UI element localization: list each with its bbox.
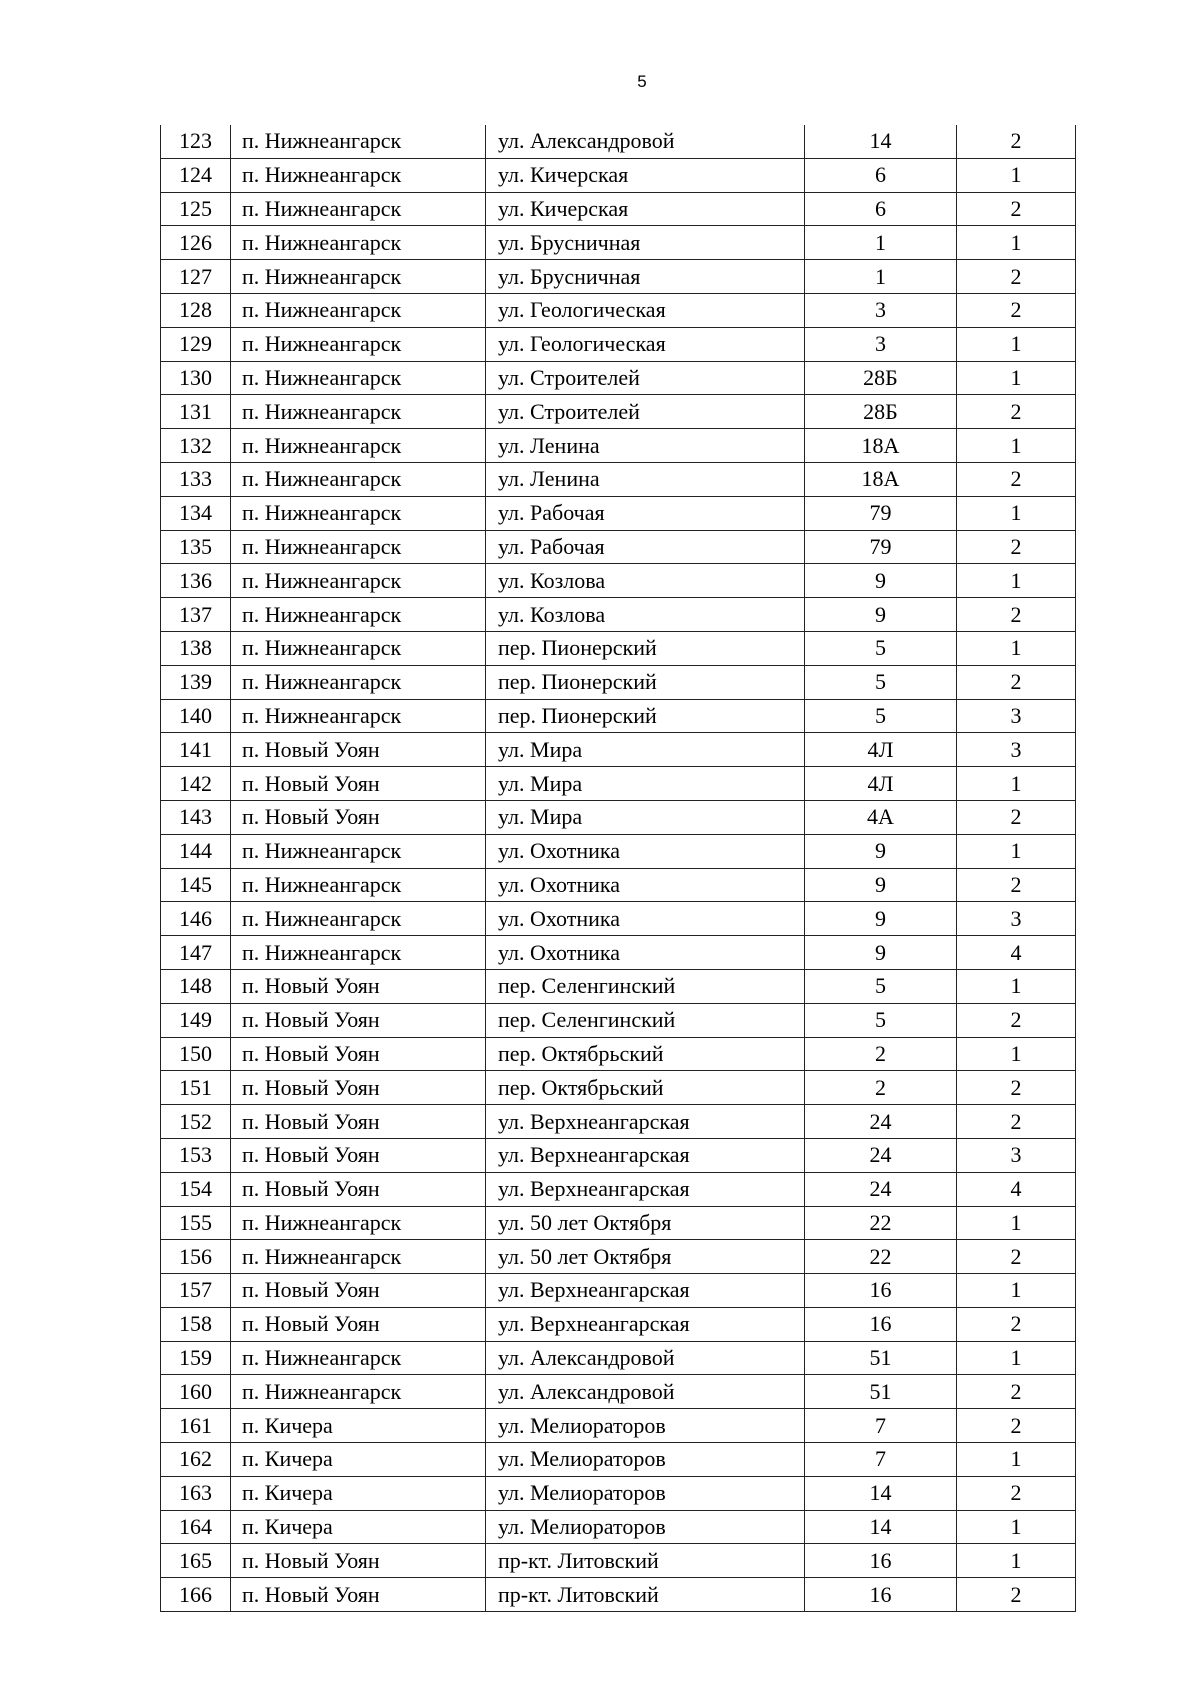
table-row <box>161 1206 1076 1240</box>
cell-value: 1 <box>957 158 1076 192</box>
table-row <box>161 327 1076 361</box>
cell-locality: п. Нижнеангарск <box>231 327 486 361</box>
cell-street: пер. Селенгинский <box>486 1003 805 1037</box>
table-row <box>161 260 1076 294</box>
table-row <box>161 1544 1076 1578</box>
cell-locality: п. Нижнеангарск <box>231 1341 486 1375</box>
cell-house: 6 <box>805 192 957 226</box>
cell-locality: п. Нижнеангарск <box>231 125 486 158</box>
cell-street: ул. Охотника <box>486 902 805 936</box>
cell-locality: п. Новый Уоян <box>231 1138 486 1172</box>
cell-house: 5 <box>805 631 957 665</box>
cell-value: 2 <box>957 800 1076 834</box>
cell-number: 151 <box>161 1071 231 1105</box>
cell-number: 159 <box>161 1341 231 1375</box>
cell-locality: п. Нижнеангарск <box>231 598 486 632</box>
cell-street: ул. Александровой <box>486 1341 805 1375</box>
cell-locality: п. Нижнеангарск <box>231 868 486 902</box>
cell-street: ул. 50 лет Октября <box>486 1240 805 1274</box>
cell-number: 124 <box>161 158 231 192</box>
cell-house: 1 <box>805 226 957 260</box>
cell-locality: п. Кичера <box>231 1443 486 1477</box>
cell-value: 2 <box>957 868 1076 902</box>
table-row <box>161 1409 1076 1443</box>
table-row <box>161 1105 1076 1139</box>
address-table <box>160 125 1076 1612</box>
cell-locality: п. Новый Уоян <box>231 1578 486 1612</box>
cell-house: 51 <box>805 1375 957 1409</box>
cell-house: 2 <box>805 1071 957 1105</box>
cell-value: 2 <box>957 1071 1076 1105</box>
cell-house: 7 <box>805 1409 957 1443</box>
table-row <box>161 293 1076 327</box>
table-row <box>161 1476 1076 1510</box>
cell-value: 1 <box>957 767 1076 801</box>
cell-value: 2 <box>957 260 1076 294</box>
cell-house: 79 <box>805 496 957 530</box>
cell-number: 125 <box>161 192 231 226</box>
cell-house: 9 <box>805 834 957 868</box>
cell-street: пер. Пионерский <box>486 665 805 699</box>
cell-street: ул. Верхнеангарская <box>486 1105 805 1139</box>
cell-house: 22 <box>805 1206 957 1240</box>
cell-locality: п. Нижнеангарск <box>231 293 486 327</box>
cell-street: ул. Кичерская <box>486 158 805 192</box>
cell-locality: п. Новый Уоян <box>231 1105 486 1139</box>
cell-number: 130 <box>161 361 231 395</box>
cell-locality: п. Нижнеангарск <box>231 226 486 260</box>
cell-street: ул. Александровой <box>486 1375 805 1409</box>
cell-value: 2 <box>957 395 1076 429</box>
cell-street: ул. Рабочая <box>486 496 805 530</box>
cell-value: 2 <box>957 462 1076 496</box>
cell-house: 24 <box>805 1172 957 1206</box>
table-row <box>161 1071 1076 1105</box>
table-row <box>161 1341 1076 1375</box>
cell-street: ул. 50 лет Октября <box>486 1206 805 1240</box>
table-row <box>161 1037 1076 1071</box>
cell-house: 28Б <box>805 361 957 395</box>
cell-locality: п. Нижнеангарск <box>231 1206 486 1240</box>
cell-value: 3 <box>957 1138 1076 1172</box>
cell-street: ул. Мира <box>486 800 805 834</box>
cell-locality: п. Кичера <box>231 1510 486 1544</box>
cell-locality: п. Нижнеангарск <box>231 192 486 226</box>
table-row <box>161 564 1076 598</box>
cell-house: 4Л <box>805 733 957 767</box>
cell-locality: п. Нижнеангарск <box>231 834 486 868</box>
cell-street: ул. Мира <box>486 733 805 767</box>
cell-number: 148 <box>161 969 231 1003</box>
cell-house: 9 <box>805 936 957 970</box>
table-row <box>161 1510 1076 1544</box>
table-row <box>161 598 1076 632</box>
cell-number: 135 <box>161 530 231 564</box>
cell-house: 3 <box>805 293 957 327</box>
cell-number: 162 <box>161 1443 231 1477</box>
table-row <box>161 800 1076 834</box>
cell-street: ул. Рабочая <box>486 530 805 564</box>
cell-street: ул. Кичерская <box>486 192 805 226</box>
cell-house: 16 <box>805 1544 957 1578</box>
cell-number: 160 <box>161 1375 231 1409</box>
cell-house: 9 <box>805 598 957 632</box>
table-row <box>161 158 1076 192</box>
cell-house: 14 <box>805 1476 957 1510</box>
table-row <box>161 834 1076 868</box>
cell-street: пер. Пионерский <box>486 699 805 733</box>
table-row <box>161 733 1076 767</box>
cell-locality: п. Новый Уоян <box>231 1274 486 1308</box>
table-row <box>161 969 1076 1003</box>
cell-value: 1 <box>957 1341 1076 1375</box>
cell-number: 145 <box>161 868 231 902</box>
table-row <box>161 192 1076 226</box>
cell-value: 3 <box>957 902 1076 936</box>
cell-number: 155 <box>161 1206 231 1240</box>
cell-value: 1 <box>957 1443 1076 1477</box>
cell-number: 149 <box>161 1003 231 1037</box>
table-row <box>161 1443 1076 1477</box>
cell-locality: п. Нижнеангарск <box>231 1375 486 1409</box>
cell-number: 137 <box>161 598 231 632</box>
cell-number: 146 <box>161 902 231 936</box>
cell-value: 2 <box>957 598 1076 632</box>
cell-street: пер. Октябрьский <box>486 1071 805 1105</box>
cell-locality: п. Нижнеангарск <box>231 1240 486 1274</box>
page-number: 5 <box>637 72 647 91</box>
table-row <box>161 1003 1076 1037</box>
cell-house: 5 <box>805 699 957 733</box>
cell-house: 5 <box>805 969 957 1003</box>
cell-locality: п. Новый Уоян <box>231 1307 486 1341</box>
cell-number: 161 <box>161 1409 231 1443</box>
cell-house: 9 <box>805 902 957 936</box>
cell-house: 5 <box>805 665 957 699</box>
cell-street: ул. Мелиораторов <box>486 1443 805 1477</box>
cell-house: 5 <box>805 1003 957 1037</box>
table-row <box>161 1375 1076 1409</box>
cell-number: 138 <box>161 631 231 665</box>
cell-number: 158 <box>161 1307 231 1341</box>
cell-value: 2 <box>957 1409 1076 1443</box>
cell-value: 2 <box>957 192 1076 226</box>
cell-value: 1 <box>957 361 1076 395</box>
cell-locality: п. Новый Уоян <box>231 969 486 1003</box>
cell-value: 2 <box>957 1375 1076 1409</box>
cell-number: 156 <box>161 1240 231 1274</box>
cell-street: ул. Строителей <box>486 361 805 395</box>
cell-locality: п. Нижнеангарск <box>231 462 486 496</box>
table-row <box>161 902 1076 936</box>
cell-value: 2 <box>957 665 1076 699</box>
cell-street: ул. Геологическая <box>486 327 805 361</box>
table-row <box>161 1240 1076 1274</box>
cell-number: 163 <box>161 1476 231 1510</box>
cell-value: 1 <box>957 631 1076 665</box>
cell-street: ул. Александровой <box>486 125 805 158</box>
cell-number: 123 <box>161 125 231 158</box>
cell-value: 1 <box>957 834 1076 868</box>
cell-street: ул. Охотника <box>486 936 805 970</box>
cell-locality: п. Кичера <box>231 1476 486 1510</box>
cell-locality: п. Нижнеангарск <box>231 395 486 429</box>
cell-value: 1 <box>957 226 1076 260</box>
table-row <box>161 226 1076 260</box>
table-row <box>161 1307 1076 1341</box>
cell-number: 165 <box>161 1544 231 1578</box>
cell-street: ул. Брусничная <box>486 260 805 294</box>
cell-house: 18А <box>805 462 957 496</box>
cell-house: 9 <box>805 564 957 598</box>
cell-house: 22 <box>805 1240 957 1274</box>
cell-value: 1 <box>957 429 1076 463</box>
cell-value: 2 <box>957 1003 1076 1037</box>
table-row <box>161 1138 1076 1172</box>
cell-house: 16 <box>805 1307 957 1341</box>
cell-locality: п. Нижнеангарск <box>231 158 486 192</box>
cell-value: 4 <box>957 936 1076 970</box>
cell-house: 16 <box>805 1578 957 1612</box>
table-row <box>161 125 1076 158</box>
cell-house: 18А <box>805 429 957 463</box>
cell-house: 2 <box>805 1037 957 1071</box>
cell-street: ул. Охотника <box>486 868 805 902</box>
cell-locality: п. Нижнеангарск <box>231 564 486 598</box>
cell-number: 164 <box>161 1510 231 1544</box>
table-row <box>161 699 1076 733</box>
cell-value: 1 <box>957 969 1076 1003</box>
cell-house: 14 <box>805 125 957 158</box>
cell-value: 4 <box>957 1172 1076 1206</box>
cell-number: 157 <box>161 1274 231 1308</box>
cell-street: ул. Верхнеангарская <box>486 1172 805 1206</box>
cell-number: 166 <box>161 1578 231 1612</box>
cell-locality: п. Нижнеангарск <box>231 699 486 733</box>
cell-house: 28Б <box>805 395 957 429</box>
cell-street: ул. Мелиораторов <box>486 1409 805 1443</box>
cell-locality: п. Новый Уоян <box>231 800 486 834</box>
cell-value: 2 <box>957 1240 1076 1274</box>
cell-house: 51 <box>805 1341 957 1375</box>
cell-street: ул. Верхнеангарская <box>486 1307 805 1341</box>
table-row <box>161 361 1076 395</box>
cell-number: 126 <box>161 226 231 260</box>
cell-street: ул. Мира <box>486 767 805 801</box>
table-row <box>161 631 1076 665</box>
cell-number: 132 <box>161 429 231 463</box>
table-body <box>161 125 1076 1612</box>
cell-value: 1 <box>957 564 1076 598</box>
cell-value: 1 <box>957 1510 1076 1544</box>
table-row <box>161 429 1076 463</box>
cell-locality: п. Нижнеангарск <box>231 902 486 936</box>
cell-value: 3 <box>957 733 1076 767</box>
cell-number: 154 <box>161 1172 231 1206</box>
cell-number: 134 <box>161 496 231 530</box>
cell-street: ул. Брусничная <box>486 226 805 260</box>
cell-house: 9 <box>805 868 957 902</box>
table-row <box>161 936 1076 970</box>
cell-house: 79 <box>805 530 957 564</box>
cell-street: ул. Козлова <box>486 564 805 598</box>
cell-house: 7 <box>805 1443 957 1477</box>
cell-house: 1 <box>805 260 957 294</box>
cell-number: 153 <box>161 1138 231 1172</box>
cell-locality: п. Новый Уоян <box>231 1037 486 1071</box>
cell-locality: п. Новый Уоян <box>231 1003 486 1037</box>
cell-number: 136 <box>161 564 231 598</box>
cell-street: ул. Верхнеангарская <box>486 1138 805 1172</box>
cell-value: 2 <box>957 1578 1076 1612</box>
cell-street: пр-кт. Литовский <box>486 1544 805 1578</box>
cell-value: 1 <box>957 1544 1076 1578</box>
cell-value: 2 <box>957 530 1076 564</box>
cell-number: 139 <box>161 665 231 699</box>
cell-value: 1 <box>957 327 1076 361</box>
cell-street: пер. Селенгинский <box>486 969 805 1003</box>
cell-house: 14 <box>805 1510 957 1544</box>
table-row <box>161 767 1076 801</box>
table-row <box>161 462 1076 496</box>
cell-locality: п. Нижнеангарск <box>231 530 486 564</box>
cell-number: 150 <box>161 1037 231 1071</box>
cell-locality: п. Нижнеангарск <box>231 260 486 294</box>
cell-street: ул. Мелиораторов <box>486 1476 805 1510</box>
table-row <box>161 868 1076 902</box>
cell-locality: п. Новый Уоян <box>231 1172 486 1206</box>
cell-value: 1 <box>957 1274 1076 1308</box>
cell-value: 3 <box>957 699 1076 733</box>
cell-street: ул. Ленина <box>486 429 805 463</box>
cell-number: 129 <box>161 327 231 361</box>
cell-number: 131 <box>161 395 231 429</box>
cell-number: 140 <box>161 699 231 733</box>
cell-locality: п. Кичера <box>231 1409 486 1443</box>
cell-number: 133 <box>161 462 231 496</box>
cell-street: ул. Охотника <box>486 834 805 868</box>
cell-number: 142 <box>161 767 231 801</box>
cell-street: пр-кт. Литовский <box>486 1578 805 1612</box>
cell-street: пер. Пионерский <box>486 631 805 665</box>
cell-number: 152 <box>161 1105 231 1139</box>
cell-value: 2 <box>957 1105 1076 1139</box>
cell-locality: п. Новый Уоян <box>231 1544 486 1578</box>
table-row <box>161 1274 1076 1308</box>
table-row <box>161 1172 1076 1206</box>
cell-value: 1 <box>957 496 1076 530</box>
cell-value: 1 <box>957 1206 1076 1240</box>
cell-locality: п. Нижнеангарск <box>231 936 486 970</box>
table-row <box>161 530 1076 564</box>
cell-locality: п. Новый Уоян <box>231 733 486 767</box>
cell-number: 127 <box>161 260 231 294</box>
table-row <box>161 1578 1076 1612</box>
cell-value: 2 <box>957 1476 1076 1510</box>
cell-street: ул. Козлова <box>486 598 805 632</box>
cell-house: 24 <box>805 1105 957 1139</box>
cell-number: 128 <box>161 293 231 327</box>
cell-house: 4Л <box>805 767 957 801</box>
cell-locality: п. Нижнеангарск <box>231 665 486 699</box>
cell-street: ул. Верхнеангарская <box>486 1274 805 1308</box>
cell-value: 2 <box>957 293 1076 327</box>
cell-locality: п. Новый Уоян <box>231 767 486 801</box>
cell-locality: п. Нижнеангарск <box>231 496 486 530</box>
cell-locality: п. Нижнеангарск <box>231 631 486 665</box>
cell-house: 4А <box>805 800 957 834</box>
table-row <box>161 665 1076 699</box>
cell-locality: п. Нижнеангарск <box>231 429 486 463</box>
cell-house: 3 <box>805 327 957 361</box>
cell-value: 2 <box>957 125 1076 158</box>
table-row <box>161 395 1076 429</box>
cell-value: 1 <box>957 1037 1076 1071</box>
cell-house: 6 <box>805 158 957 192</box>
cell-street: пер. Октябрьский <box>486 1037 805 1071</box>
cell-value: 2 <box>957 1307 1076 1341</box>
cell-number: 143 <box>161 800 231 834</box>
table-row <box>161 496 1076 530</box>
cell-number: 141 <box>161 733 231 767</box>
cell-street: ул. Строителей <box>486 395 805 429</box>
cell-street: ул. Мелиораторов <box>486 1510 805 1544</box>
cell-number: 144 <box>161 834 231 868</box>
cell-street: ул. Ленина <box>486 462 805 496</box>
cell-house: 16 <box>805 1274 957 1308</box>
cell-number: 147 <box>161 936 231 970</box>
cell-locality: п. Нижнеангарск <box>231 361 486 395</box>
cell-locality: п. Новый Уоян <box>231 1071 486 1105</box>
cell-house: 24 <box>805 1138 957 1172</box>
cell-street: ул. Геологическая <box>486 293 805 327</box>
